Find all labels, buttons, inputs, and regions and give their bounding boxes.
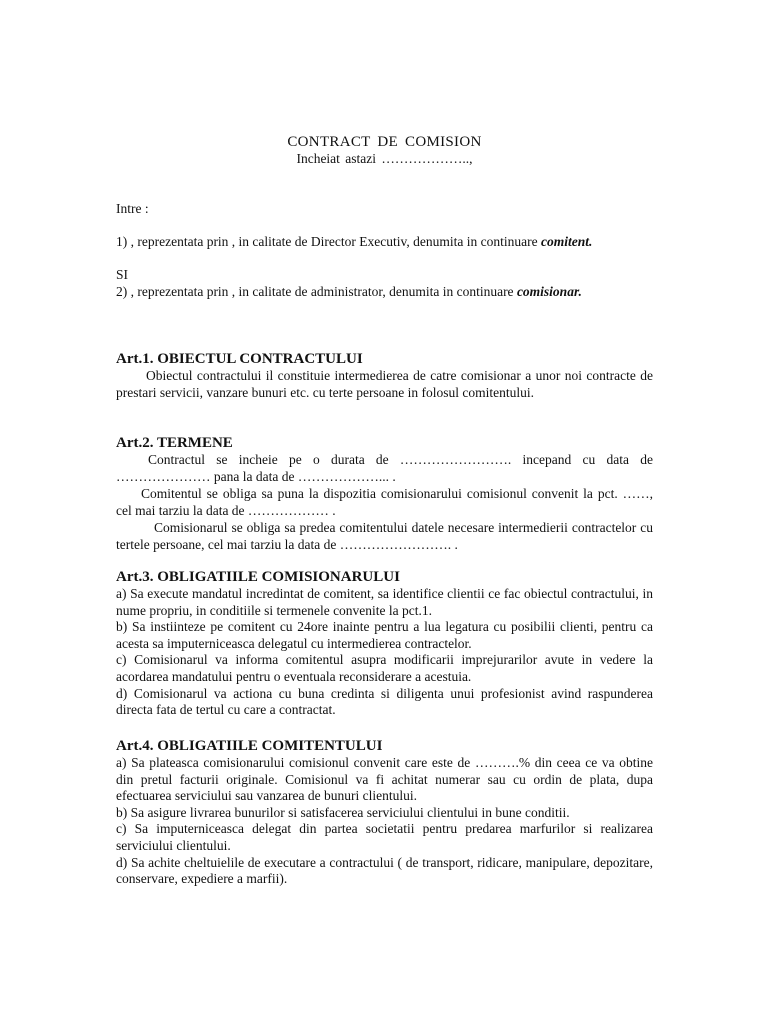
article-4-item-a: a) Sa plateasca comisionarului comisionul convenit care este de ……….% din ceea ce va obtine din pretul facturii originale. Comisionul va fi achitat numerar sau cu ordin de plata, dupa efectuarea serviciului sau vanzarea de bunuri clientului. [116, 755, 653, 804]
article-4-item-d: d) Sa achite cheltuielile de executare a contractului ( de transport, ridicare, manipulare, depozitare, conservare, expediere a marfii). [116, 854, 653, 887]
party-2-text: 2) , reprezentata prin , in calitate de administrator, denumita in continuare [116, 284, 514, 299]
party-1-text: 1) , reprezentata prin , in calitate de Director Executiv, denumita in continuare [116, 234, 538, 249]
article-4 [116, 737, 653, 888]
article-4-heading: Art.4. OBLIGATIILE COMITENTULUI [116, 738, 383, 754]
article-4-item-b: b) Sa asigure livrarea bunurilor si satisfacerea serviciului clientului in bune conditii. [116, 804, 570, 820]
article-2-paragraph-2: Comitentul se obliga sa puna la dispozitia comisionarului comisionul convenit la pct. ……, cel mai tarziu la data de ……………… . [116, 486, 653, 518]
document-subtitle: Incheiat astazi ……………….., [296, 151, 473, 166]
article-1-text: Obiectul contractului il constituie intermedierea de catre comisionar a unor noi contracte de prestari servicii, vanzare bunuri etc. cu terte persoane in folosul comitentului. [116, 368, 653, 400]
article-2-paragraph-1: Contractul se incheie pe o durata de ……………………. incepand cu data de ………………… pana la data de ………………... . [116, 452, 653, 484]
article-2-paragraph-3: Comisionarul se obliga sa predea comitentului datele necesare intermedierii contractelor cu tertele persoane, cel mai tarziu la data de ……………………. . [116, 520, 653, 552]
article-3-item-a: a) Sa execute mandatul incredintat de comitent, sa identifice clientii ce fac obiectul contractului, in nume propriu, in conditiile si termenele convenite la pct.1. [116, 586, 653, 618]
si-separator: SI [116, 267, 129, 282]
article-2 [116, 434, 653, 554]
article-3-item-d: d) Comisionarul va actiona cu buna credinta si diligenta unui profesionist avind raspunderea directa fata de tertul cu care a contractat. [116, 685, 653, 718]
party-1-role: comitent. [540, 234, 593, 249]
document-title: CONTRACT DE COMISION [287, 134, 482, 150]
parties-intro: Intre : [116, 201, 149, 216]
party-2-role: comisionar. [516, 284, 582, 299]
article-4-item-c: c) Sa imputerniceasca delegat din partea societatii pentru predarea marfurilor si realizarea serviciului clientului. [116, 821, 653, 853]
article-1 [116, 350, 653, 401]
article-2-heading: Art.2. TERMENE [116, 435, 233, 451]
article-3-item-b: b) Sa instiinteze pe comitent cu 24ore inainte pentru a lua legatura cu posibilii clienti, pentru ca acesta sa imputerniceasca delegatul cu intermedierea contractelor. [116, 619, 653, 651]
title-block [116, 133, 653, 167]
article-3-heading: Art.3. OBLIGATIILE COMISIONARULUI [116, 569, 400, 585]
article-3 [116, 568, 653, 719]
party-2 [116, 284, 653, 301]
party-1 [116, 234, 653, 251]
article-3-item-c: c) Comisionarul va informa comitentul asupra modificarii imprejurarilor avute in vedere la acordarea mandatului pentru o eventuala reconsiderare a acestuia. [116, 652, 653, 684]
article-1-heading: Art.1. OBIECTUL CONTRACTULUI [116, 351, 363, 367]
